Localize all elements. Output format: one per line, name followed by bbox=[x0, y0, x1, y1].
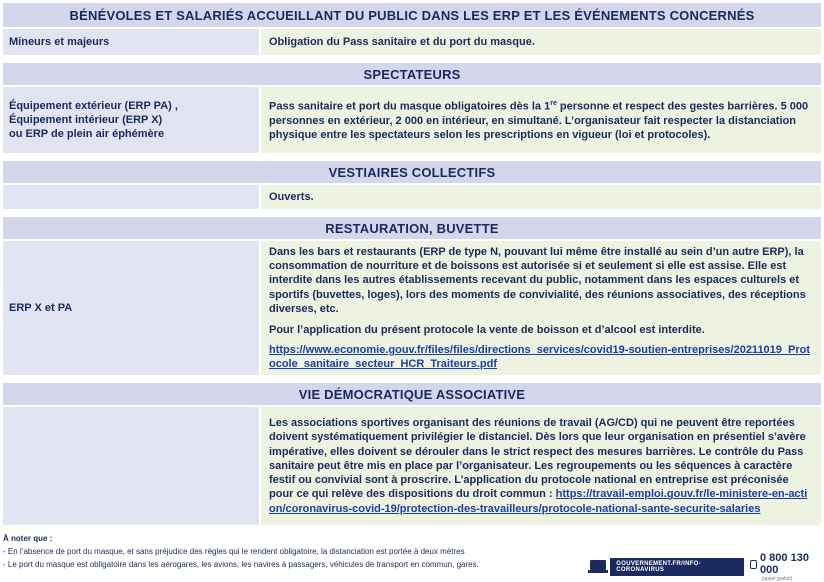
row-label: Mineurs et majeurs bbox=[3, 29, 261, 55]
phone-sub: (appel gratuit) bbox=[761, 576, 793, 582]
row-text: Les associations sportives organisant des réunions de travail (AG/CD) qui ne peuvent être reportées doivent systématiquement privilégier le distanciel. Dès lors que leur organisation en présentiel s’avère impérative, elles doivent se dérouler dans le strict respect des mesures barrières. Le contrôle du Pass sanitaire peut être mis en place par l’organisateur. Les regroupements ou les séquences à caractère festif ou convivial sont à proscrire. L’application du protocole national en entreprise est préconisée pour ce qui relève des dispositions du droit commun : https://travail-emploi.gouv.fr/le-ministere-en-action/coronavirus-covid-19/protection-des-travailleurs/protocole-national-sante-securite-salaries bbox=[269, 416, 808, 515]
section-title: VIE DÉMOCRATIQUE ASSOCIATIVE bbox=[298, 386, 526, 402]
phone-number: 0 800 130 000 bbox=[760, 552, 809, 576]
row-text: Ouverts. bbox=[269, 190, 314, 203]
protocol-table bbox=[3, 3, 821, 527]
section-header-vestiaires bbox=[3, 161, 821, 185]
section-title: SPECTATEURS bbox=[363, 66, 461, 82]
row-label bbox=[3, 185, 261, 209]
section-header-benevoles bbox=[3, 3, 821, 29]
section-title: RESTAURATION, BUVETTE bbox=[325, 220, 499, 236]
row-text: Pass sanitaire et port du masque obligatoires dès la 1re personne et respect des gestes barrières. 5 000 personnes en extérieur, 2 000 en intérieur, en simultané. L’organisateur fait respecter la distanciation physique entre les spectateurs selon les prescriptions en vigueur (loi et protocoles). bbox=[269, 100, 809, 142]
section-title: BÉNÉVOLES ET SALARIÉS ACCUEILLANT DU PUBLIC DANS LES ERP ET LES ÉVÉNEMENTS CONCERNÉS bbox=[69, 7, 755, 23]
row-text: Obligation du Pass sanitaire et du port du masque. bbox=[269, 35, 535, 48]
note-line: - Le port du masque est obligatoire dans les aérogares, les avions, les navires à passagers, véhicules de transport en commun, gares. bbox=[3, 560, 479, 569]
table-row bbox=[3, 241, 821, 377]
phone-icon bbox=[750, 560, 757, 569]
laptop-icon bbox=[588, 560, 606, 574]
row-content bbox=[261, 29, 821, 55]
section-header-restauration bbox=[3, 217, 821, 241]
table-row bbox=[3, 87, 821, 155]
row-text: Dans les bars et restaurants (ERP de type N, pouvant lui même être installé au sein d’un autre ERP), la consommation de nourriture et de boissons est autorisée si et seulement si elle est assise. Elle est interdite dans les autres établissements recevant du public, notamment dans les espaces culturels et sportifs (buvettes, loges), lors des moments de convivialité, des réunions associatives, des réceptions diverses, etc. bbox=[269, 245, 806, 315]
row-content bbox=[261, 185, 821, 209]
row-content bbox=[261, 241, 821, 375]
phone-block bbox=[750, 552, 824, 582]
travail-emploi-link[interactable]: https://travail-emploi.gouv.fr/le-ministere-en-action/coronavirus-covid-19/protection-des-travailleurs/protocole-national-sante-securite-salaries bbox=[269, 488, 808, 515]
label-line: Équipement extérieur (ERP PA) , bbox=[9, 100, 178, 112]
row-label: ERP X et PA bbox=[3, 241, 261, 375]
economie-link[interactable]: https://www.economie.gouv.fr/files/files/directions_services/covid19-soutien-entreprises/20211019_Protocole_sanitaire_secteur_HCR_Traiteurs.pdf bbox=[269, 343, 811, 370]
table-row bbox=[3, 407, 821, 527]
section-header-spectateurs bbox=[3, 63, 821, 87]
table-row bbox=[3, 29, 821, 57]
section-header-vie-democratique bbox=[3, 383, 821, 407]
row-text: Pour l’application du présent protocole la vente de boisson et d’alcool est interdite. bbox=[269, 324, 705, 337]
notes-heading: À noter que : bbox=[3, 534, 53, 543]
section-title: VESTIAIRES COLLECTIFS bbox=[328, 164, 496, 180]
note-line: - En l’absence de port du masque, et sans préjudice des règles qui le rendent obligatoire, la distanciation est portée à deux mètres bbox=[3, 547, 465, 556]
label-line: Équipement intérieur (ERP X) bbox=[9, 114, 163, 126]
row-content bbox=[261, 87, 821, 153]
footer-contact bbox=[588, 552, 824, 582]
row-content bbox=[261, 407, 821, 525]
row-label bbox=[3, 407, 261, 525]
table-row bbox=[3, 185, 821, 211]
row-label bbox=[3, 87, 261, 153]
gouvernement-link[interactable]: GOUVERNEMENT.FR/INFO-CORONAVIRUS bbox=[610, 558, 743, 576]
label-line: ou ERP de plein air éphémère bbox=[9, 128, 165, 140]
footnotes bbox=[3, 532, 479, 571]
